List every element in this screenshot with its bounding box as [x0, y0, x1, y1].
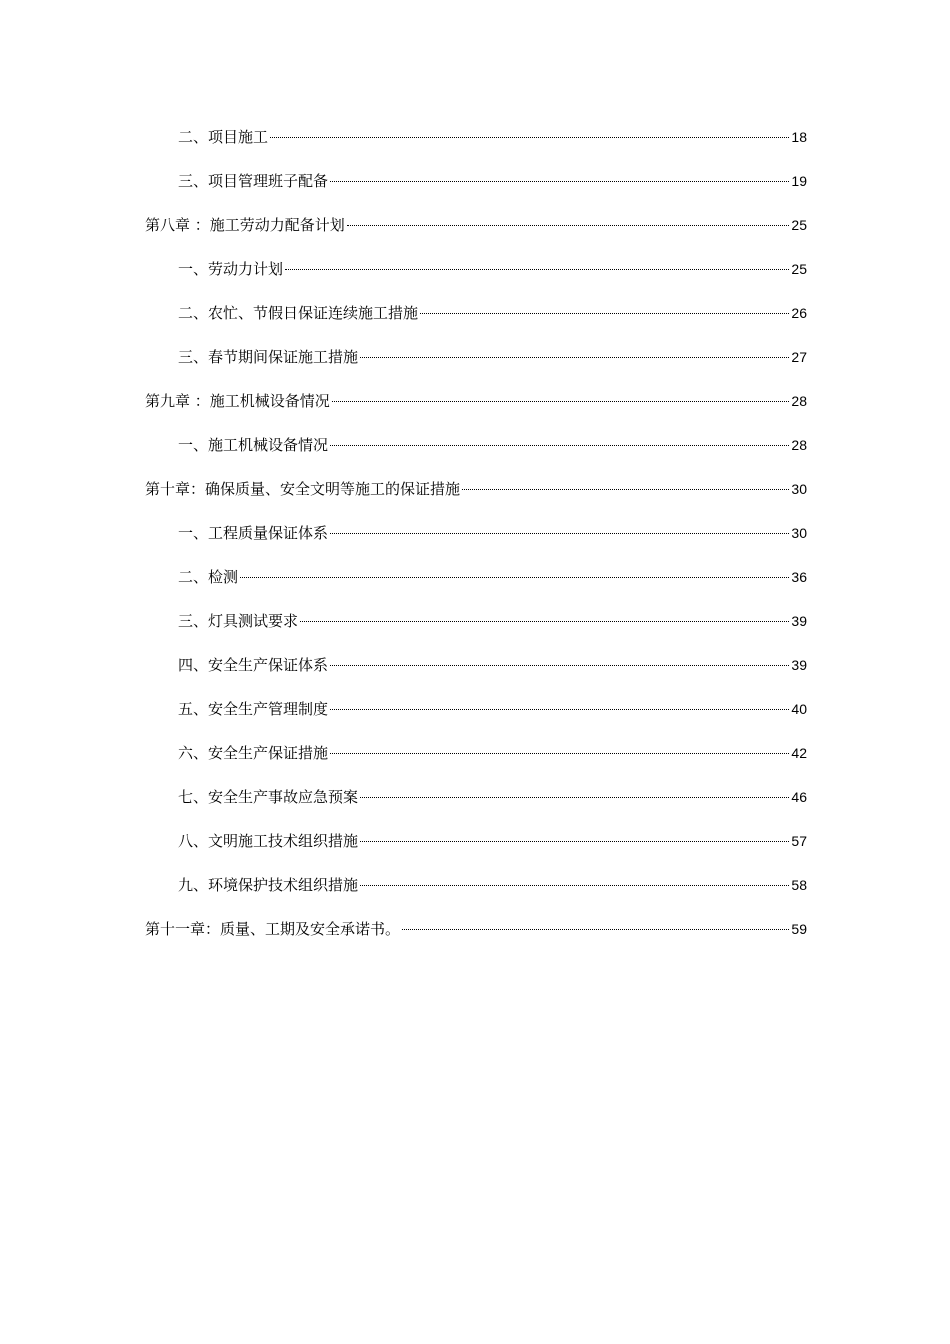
toc-entry-title: 一、施工机械设备情况 [178, 436, 329, 454]
toc-entry[interactable] [145, 511, 807, 555]
toc-entry[interactable] [145, 731, 807, 775]
toc-entry[interactable] [145, 599, 807, 643]
toc-entry[interactable] [145, 687, 807, 731]
toc-entry-title: 三、春节期间保证施工措施 [178, 348, 359, 366]
toc-dot-leader [402, 929, 789, 930]
toc-dot-leader [347, 225, 790, 226]
toc-entry-title: 三、灯具测试要求 [178, 612, 299, 630]
toc-entry-page: 57 [791, 833, 807, 849]
toc-entry-page: 30 [791, 525, 807, 541]
toc-entry-page: 42 [791, 745, 807, 761]
toc-entry[interactable] [145, 643, 807, 687]
toc-entry-title: 三、项目管理班子配备 [178, 172, 329, 190]
toc-entry-page: 39 [791, 613, 807, 629]
toc-entry-title: 四、安全生产保证体系 [178, 656, 329, 674]
toc-entry-title: 八、文明施工技术组织措施 [178, 832, 359, 850]
toc-entry-page: 25 [791, 217, 807, 233]
toc-entry-page: 19 [791, 173, 807, 189]
toc-entry-title: 六、安全生产保证措施 [178, 744, 329, 762]
toc-dot-leader [360, 885, 789, 886]
toc-entry-title: 二、检测 [178, 568, 239, 586]
toc-entry[interactable] [145, 115, 807, 159]
toc-dot-leader [240, 577, 789, 578]
toc-entry-page: 28 [791, 393, 807, 409]
toc-entry-page: 28 [791, 437, 807, 453]
toc-entry[interactable] [145, 335, 807, 379]
toc-entry[interactable] [145, 159, 807, 203]
toc-entry-title: 二、农忙、节假日保证连续施工措施 [178, 304, 419, 322]
toc-entry[interactable] [145, 775, 807, 819]
toc-entry-title: 第十章：确保质量、安全文明等施工的保证措施 [145, 480, 461, 498]
toc-entry-title: 五、安全生产管理制度 [178, 700, 329, 718]
toc-entry-title: 一、劳动力计划 [178, 260, 284, 278]
toc-dot-leader [330, 709, 789, 710]
toc-entry[interactable] [145, 467, 807, 511]
toc-dot-leader [420, 313, 789, 314]
toc-entry-page: 26 [791, 305, 807, 321]
toc-dot-leader [330, 445, 789, 446]
toc-entry-title: 二、项目施工 [178, 128, 269, 146]
toc-dot-leader [300, 621, 789, 622]
toc-entry-title: 七、安全生产事故应急预案 [178, 788, 359, 806]
toc-entry[interactable] [145, 291, 807, 335]
toc-entry[interactable] [145, 247, 807, 291]
toc-entry-page: 25 [791, 261, 807, 277]
toc-entry-page: 58 [791, 877, 807, 893]
toc-dot-leader [332, 401, 790, 402]
toc-entry[interactable] [145, 423, 807, 467]
toc-entry-page: 59 [791, 921, 807, 937]
toc-entry-title: 一、工程质量保证体系 [178, 524, 329, 542]
toc-entry[interactable] [145, 379, 807, 423]
toc-entry[interactable] [145, 863, 807, 907]
toc-entry[interactable] [145, 203, 807, 247]
toc-dot-leader [360, 841, 789, 842]
table-of-contents [145, 115, 807, 951]
toc-entry[interactable] [145, 907, 807, 951]
toc-dot-leader [285, 269, 789, 270]
toc-dot-leader [330, 753, 789, 754]
toc-dot-leader [330, 533, 789, 534]
toc-entry[interactable] [145, 819, 807, 863]
toc-entry-page: 36 [791, 569, 807, 585]
toc-entry-title: 九、环境保护技术组织措施 [178, 876, 359, 894]
toc-entry-page: 27 [791, 349, 807, 365]
toc-entry-page: 46 [791, 789, 807, 805]
toc-entry-page: 40 [791, 701, 807, 717]
toc-entry-page: 39 [791, 657, 807, 673]
toc-entry-page: 30 [791, 481, 807, 497]
toc-entry-page: 18 [791, 129, 807, 145]
toc-dot-leader [360, 797, 789, 798]
toc-entry-title: 第九章 ：施工机械设备情况 [145, 392, 330, 410]
toc-entry[interactable] [145, 555, 807, 599]
toc-dot-leader [330, 181, 789, 182]
toc-dot-leader [330, 665, 789, 666]
toc-entry-title: 第十一章：质量、工期及安全承诺书。 [145, 920, 401, 938]
toc-dot-leader [270, 137, 789, 138]
toc-dot-leader [462, 489, 789, 490]
toc-dot-leader [360, 357, 789, 358]
toc-entry-title: 第八章 ：施工劳动力配备计划 [145, 216, 345, 234]
